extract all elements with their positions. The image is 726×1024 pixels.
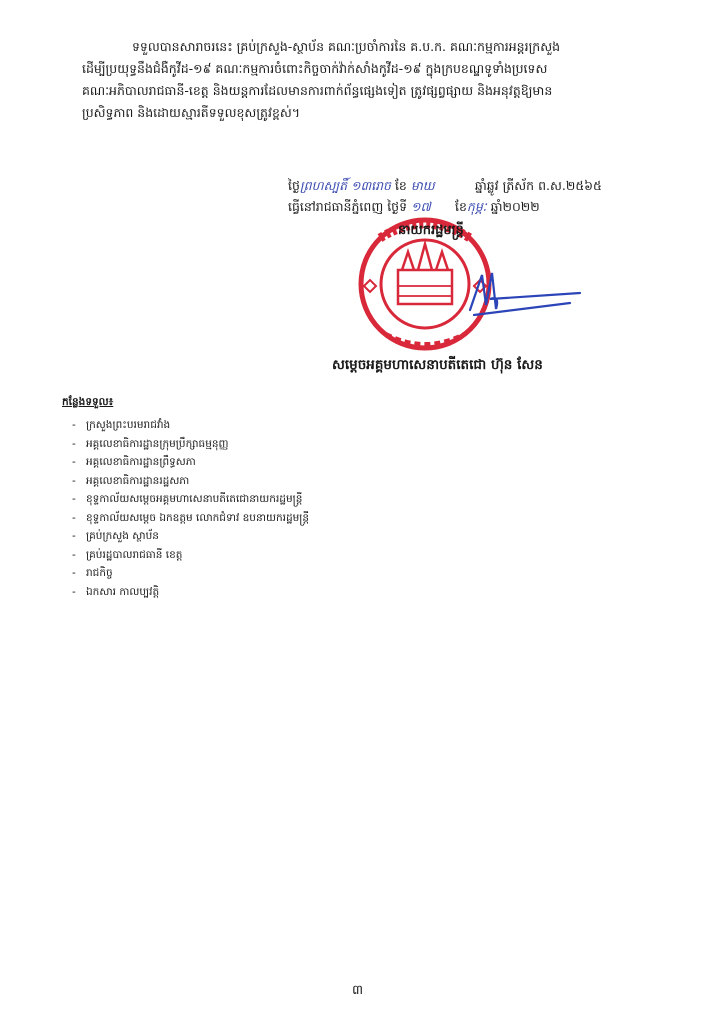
list-item: - អគ្គលេខាធិការដ្ឋានក្រុមប្រឹក្សាធម្មនុញ្ញ — [72, 435, 309, 454]
list-item: - ខុទ្ទកាល័យសម្តេចអគ្គមហាសេនាបតីតេជោនាយករដ្ឋមន្ត្រី — [72, 490, 309, 509]
solar-month-handwritten: កុម្ភៈ — [466, 199, 487, 214]
list-item: - គ្រប់ក្រសួង ស្ថាប័ន — [72, 527, 309, 546]
paragraph-line-2: ដើម្បីប្រយុទ្ធនឹងជំងឺកូវីដ-១៩ គណៈកម្មការចំពោះកិច្ចចាក់វ៉ាក់សាំងកូវីដ-១៩ ក្នុងក្របខណ្ឌទូទាំងប្រទេស — [82, 61, 548, 76]
lunar-month-label: ខែ — [394, 178, 407, 193]
solar-date-prefix: ធ្វើនៅរាជធានីភ្នំពេញ ថ្ងៃទី — [288, 199, 408, 214]
lunar-year: ឆ្នាំឆ្លូវ ត្រីស័ក ព.ស.២៥៦៥ — [474, 178, 602, 193]
list-item: - រាជកិច្ច — [72, 564, 309, 583]
recipients-list — [72, 416, 309, 601]
lunar-day-handwritten: ព្រហស្បតិ៍ ១៣រោច — [299, 178, 391, 193]
handwritten-signature-icon — [430, 265, 590, 325]
lunar-month-handwritten: មាឃ — [410, 178, 435, 193]
solar-year: ឆ្នាំ២០២២ — [490, 199, 540, 214]
list-item: - គ្រប់រដ្ឋបាលរាជធានី ខេត្ត — [72, 546, 309, 565]
paragraph-line-3: គណៈអភិបាលរាជធានី-ខេត្ត និងយន្តការដែលមានការពាក់ព័ន្ធផ្សេងទៀត ត្រូវផ្សព្វផ្សាយ និងអនុវត្តឱ្យមាន — [82, 83, 553, 98]
list-item: - ឯកសារ កាលប្បវត្តិ — [72, 583, 309, 602]
list-item: - អគ្គលេខាធិការដ្ឋានព្រឹទ្ធសភា — [72, 453, 309, 472]
paragraph-line-4: ប្រសិទ្ធភាព និងដោយស្មារតីទទួលខុសត្រូវខ្ពស់។ — [82, 105, 301, 120]
page-number: ៣ — [352, 983, 364, 998]
solar-month-label: ខែ — [455, 199, 467, 214]
recipients-title: កន្លែងទទួល៖ — [62, 396, 114, 408]
paragraph-line-1: ទទួលបានសារាចរនេះ គ្រប់ក្រសួង-ស្ថាប័ន គណៈប្រចាំការនៃ គ.ប.ក. គណៈកម្មការអន្តរក្រសួង — [132, 39, 561, 54]
list-item: - ខុទ្ទកាល័យសម្តេច ឯកឧត្តម លោកជំទាវ ឧបនាយករដ្ឋមន្ត្រី — [72, 509, 309, 528]
list-item: - អគ្គលេខាធិការដ្ឋានរដ្ឋសភា — [72, 472, 309, 491]
body-paragraph — [82, 36, 648, 124]
lunar-date-prefix: ថ្ងៃ — [288, 178, 300, 193]
signature-title: នាយករដ្ឋមន្ត្រី — [398, 223, 464, 238]
solar-day-handwritten: ១៧ — [411, 199, 431, 214]
signer-name: សម្តេចអគ្គមហាសេនាបតីតេជោ ហ៊ុន សែន — [332, 357, 543, 373]
lunar-date — [288, 178, 602, 197]
list-item: - ក្រសួងព្រះបរមរាជវាំង — [72, 416, 309, 435]
